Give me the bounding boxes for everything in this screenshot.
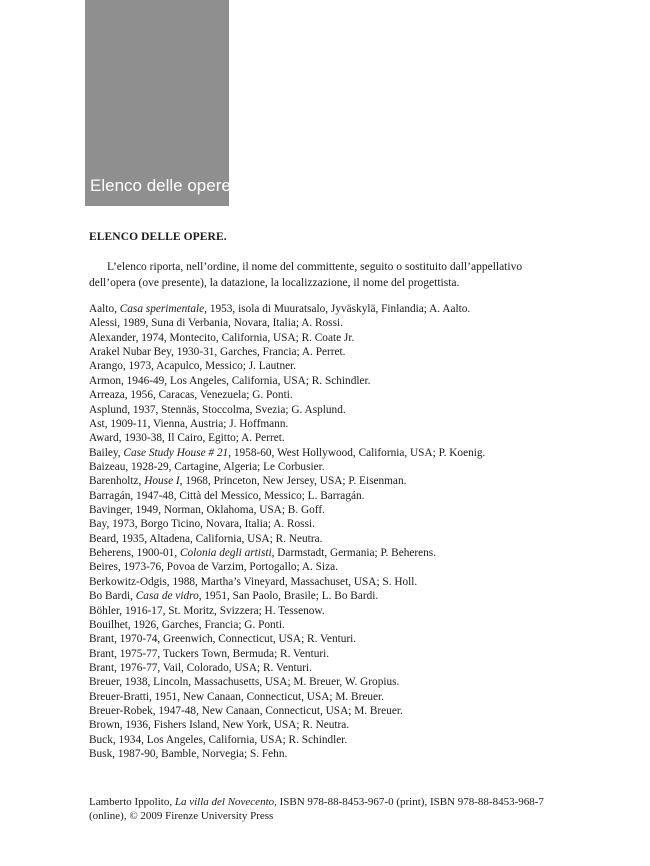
- list-item: [89, 302, 569, 316]
- list-item: [89, 604, 569, 618]
- list-item: [89, 446, 569, 460]
- entry-text: Bailey,: [89, 446, 124, 459]
- entry-text: Bavinger, 1949, Norman, Oklahoma, USA; B. Goff.: [89, 504, 325, 517]
- list-item: [89, 517, 569, 531]
- list-item: [89, 474, 569, 488]
- entry-text: Armon, 1946-49, Los Angeles, California, USA; R. Schindler.: [89, 374, 371, 387]
- footer-author: Lamberto Ippolito,: [89, 796, 175, 808]
- list-item: [89, 359, 569, 373]
- entry-text: Alexander, 1974, Montecito, California, USA; R. Coate Jr.: [89, 331, 355, 344]
- list-item: [89, 575, 569, 589]
- list-item: [89, 403, 569, 417]
- chapter-title: Elenco delle opere: [90, 176, 231, 195]
- list-item: [89, 618, 569, 632]
- entry-text: Brant, 1976-77, Vail, Colorado, USA; R. Venturi.: [89, 661, 313, 674]
- list-item: [89, 661, 569, 675]
- entry-text: Award, 1930-38, Il Cairo, Egitto; A. Perret.: [89, 432, 285, 445]
- entry-text: Asplund, 1937, Stennäs, Stoccolma, Svezia; G. Asplund.: [89, 403, 346, 416]
- entry-text: Böhler, 1916-17, St. Moritz, Svizzera; H. Tessenow.: [89, 604, 325, 617]
- entry-text: Brown, 1936, Fishers Island, New York, USA; R. Neutra.: [89, 719, 350, 732]
- list-item: [89, 589, 569, 603]
- entry-text: Beherens, 1900-01,: [89, 547, 180, 560]
- entry-text: Berkowitz-Odgis, 1988, Martha’s Vineyard, Massachuset, USA; S. Holl.: [89, 575, 418, 588]
- list-item: [89, 718, 569, 732]
- entry-text: Bouilhet, 1926, Garches, Francia; G. Ponti.: [89, 618, 285, 631]
- entry-text-rest: , 1958-60, West Hollywood, California, USA; P. Koenig.: [228, 446, 486, 459]
- entry-text: Baizeau, 1928-29, Cartagine, Algeria; Le Corbusier.: [89, 460, 325, 473]
- list-item: [89, 690, 569, 704]
- list-item: [89, 632, 569, 646]
- intro-paragraph: L’elenco riporta, nell’ordine, il nome del committente, seguito o sostituito dall’appellativo dell’opera (ove presente), la datazione, la localizzazione, il nome del progettista.: [89, 261, 523, 289]
- entry-text: Bo Bardi,: [89, 590, 136, 603]
- entry-text: Breuer-Robek, 1947-48, New Canaan, Connecticut, USA; M. Breuer.: [89, 705, 403, 718]
- list-item: [89, 675, 569, 689]
- list-item: [89, 388, 569, 402]
- list-item: [89, 546, 569, 560]
- entry-text: Ast, 1909-11, Vienna, Austria; J. Hoffmann.: [89, 417, 289, 430]
- list-item: [89, 417, 569, 431]
- entry-work-title: House I: [144, 475, 180, 488]
- entry-work-title: Case Study House # 21: [123, 446, 229, 459]
- entry-text-rest: , 1953, isola di Muuratsalo, Jyväskylä, Finlandia; A. Aalto.: [204, 303, 471, 315]
- entry-text: Alessi, 1989, Suna di Verbania, Novara, Italia; A. Rossi.: [89, 317, 343, 330]
- entry-text: Barenholtz,: [89, 475, 145, 488]
- entry-text: Barragán, 1947-48, Città del Messico, Messico; L. Barragán.: [89, 489, 365, 502]
- entry-work-title: Casa de vidro: [135, 590, 199, 603]
- footer-isbn: , ISBN 978-88-8453-967-0 (print), ISBN 978-88-8453-968-7 (online), © 2009 Firenze University Press: [89, 796, 544, 822]
- list-item: [89, 747, 569, 761]
- entry-text: Breuer-Bratti, 1951, New Canaan, Connecticut, USA; M. Breuer.: [89, 690, 384, 703]
- entry-work-title: Casa sperimentale: [119, 303, 205, 315]
- entry-text: Arreaza, 1956, Caracas, Venezuela; G. Ponti.: [89, 389, 293, 402]
- list-item: [89, 704, 569, 718]
- entry-text: Bay, 1973, Borgo Ticino, Novara, Italia; A. Rossi.: [89, 518, 315, 531]
- entry-text-rest: , 1968, Princeton, New Jersey, USA; P. Eisenman.: [179, 475, 407, 488]
- entry-text: Breuer, 1938, Lincoln, Massachusetts, USA; M. Breuer, W. Gropius.: [89, 676, 400, 689]
- list-item: [89, 431, 569, 445]
- list-item: [89, 345, 569, 359]
- list-item: [89, 460, 569, 474]
- entry-text: Arakel Nubar Bey, 1930-31, Garches, Francia; A. Perret.: [89, 346, 346, 359]
- entry-text-rest: , Darmstadt, Germania; P. Beherens.: [271, 547, 437, 560]
- list-item: [89, 532, 569, 546]
- list-item: [89, 647, 569, 661]
- entry-text: Busk, 1987-90, Bamble, Norvegia; S. Fehn.: [89, 748, 288, 761]
- entry-text: Beires, 1973-76, Povoa de Varzim, Portogallo; A. Siza.: [89, 561, 338, 574]
- footer-citation: [89, 795, 564, 823]
- entry-text: Buck, 1934, Los Angeles, California, USA; R. Schindler.: [89, 733, 348, 746]
- entry-text: Aalto,: [89, 303, 120, 315]
- list-item: [89, 489, 569, 503]
- entry-text: Brant, 1970-74, Greenwich, Connecticut, USA; R. Venturi.: [89, 633, 357, 646]
- list-item: [89, 316, 569, 330]
- entry-work-title: Colonia degli artisti: [179, 547, 272, 560]
- section-heading: ELENCO DELLE OPERE.: [89, 231, 227, 243]
- entry-text: Beard, 1935, Altadena, California, USA; R. Neutra.: [89, 532, 323, 545]
- entry-text: Brant, 1975-77, Tuckers Town, Bermuda; R. Venturi.: [89, 647, 330, 660]
- list-item: [89, 503, 569, 517]
- list-item: [89, 560, 569, 574]
- list-item: [89, 374, 569, 388]
- chapter-banner: [85, 0, 229, 206]
- entry-text: Arango, 1973, Acapulco, Messico; J. Lautner.: [89, 360, 297, 373]
- list-item: [89, 733, 569, 747]
- footer-book-title: La villa del Novecento: [174, 796, 275, 808]
- list-item: [89, 331, 569, 345]
- entry-text-rest: , 1951, San Paolo, Brasile; L. Bo Bardi.: [198, 590, 379, 603]
- works-list: [89, 302, 569, 762]
